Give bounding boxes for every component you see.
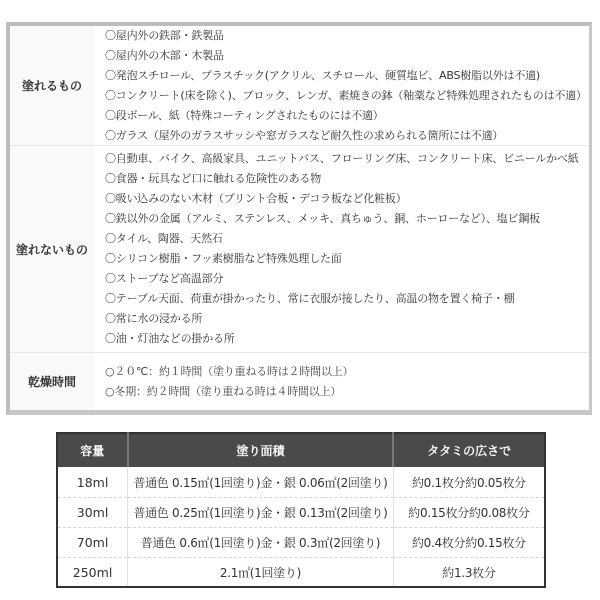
cell-capacity: 250ml [57,558,128,588]
header-coverage-area: 塗り面積 [128,433,394,467]
list-item: 〇段ボール、紙（特殊コーティングされたものには不適） [105,108,384,122]
list-item: 〇食器・玩具など口に触れる危険性のある物 [105,172,321,185]
list-item: 〇ストーブなど高温部分 [105,272,224,285]
cell-capacity: 30ml [57,498,128,528]
table-row [57,498,545,528]
table-row [57,528,545,558]
list-item: 〇シリコン樹脂・フッ素樹脂など特殊処理した面 [105,252,342,265]
list-item: 〇自動車、バイク、高級家具、ユニットバス、フローリング床、コンクリート床、ビニールかべ紙 [105,152,579,165]
table-row [57,558,545,588]
usage-spec-table [6,22,592,415]
spec-items-drying-time [94,353,589,410]
list-item: 〇タイル、陶器、天然石 [105,232,223,245]
list-item: 〇吸い込みのない木材（プリント合板・デコラ板など化粧板） [105,192,407,205]
spec-row-paintable [10,26,589,146]
list-item: 〇鉄以外の金属（アルミ、ステンレス、メッキ、真ちゅう、銅、ホーローなど）、塩ビ鋼板 [105,212,540,225]
list-item: ○２０℃：約１時間（塗り重ねる時は２時間以上） [105,364,354,378]
cell-tatami: 約0.15枚分約0.08枚分 [393,498,545,528]
cell-capacity: 18ml [57,467,128,498]
spec-items-paintable [94,26,589,145]
list-item: 〇屋内外の木部・木製品 [105,48,224,62]
cell-tatami: 約1.3枚分 [442,565,496,580]
header-capacity: 容量 [57,433,128,467]
spec-items-not-paintable [94,146,589,352]
cell-tatami: 約0.4枚分約0.15枚分 [393,528,545,558]
cell-area: 普通色 0.25㎡(1回塗り)金・銀 0.13㎡(2回塗り) [128,498,394,528]
cell-area: 2.1㎡(1回塗り) [128,558,394,588]
list-item: 〇発泡スチロール、プラスチック(アクリル、スチロール、硬質塩ビ、ABS樹脂以外は不適) [105,68,541,82]
list-item: 〇テーブル天面、荷重が掛かったり、常に衣服が接したり、高温の物を置く椅子・棚 [105,292,515,305]
spec-label-not-paintable: 塗れないもの [10,146,94,352]
spec-row-drying-time [10,353,589,410]
spec-row-not-paintable [10,146,589,353]
table-header-row [57,433,545,467]
spec-label-drying-time: 乾燥時間 [10,353,94,410]
list-item: 〇屋内外の鉄部・鉄製品 [105,28,224,42]
spec-label-paintable: 塗れるもの [10,26,94,145]
list-item: 〇コンクリート(床を除く)、ブロック、レンガ、素焼きの鉢（釉薬など特殊処理されたものは不適） [105,88,587,102]
table-row [57,467,545,498]
list-item: 〇常に水の浸かる所 [105,312,203,325]
cell-capacity: 70ml [57,528,128,558]
list-item: 〇ガラス（屋外のガラスサッシや窓ガラスなど耐久性の求められる箇所には不適） [105,128,504,142]
header-tatami: タタミの広さで [393,433,545,467]
cell-area: 普通色 0.6㎡(1回塗り)金・銀 0.3㎡(2回塗り) [128,528,394,558]
coverage-table [56,432,546,588]
cell-area: 普通色 0.15㎡(1回塗り)金・銀 0.06㎡(2回塗り) [128,467,394,498]
list-item: ○冬期：約２時間（塗り重ねる時は４時間以上） [105,384,342,398]
cell-tatami: 約0.1枚分約0.05枚分 [393,467,545,498]
list-item: 〇油・灯油などの掛かる所 [105,332,235,345]
